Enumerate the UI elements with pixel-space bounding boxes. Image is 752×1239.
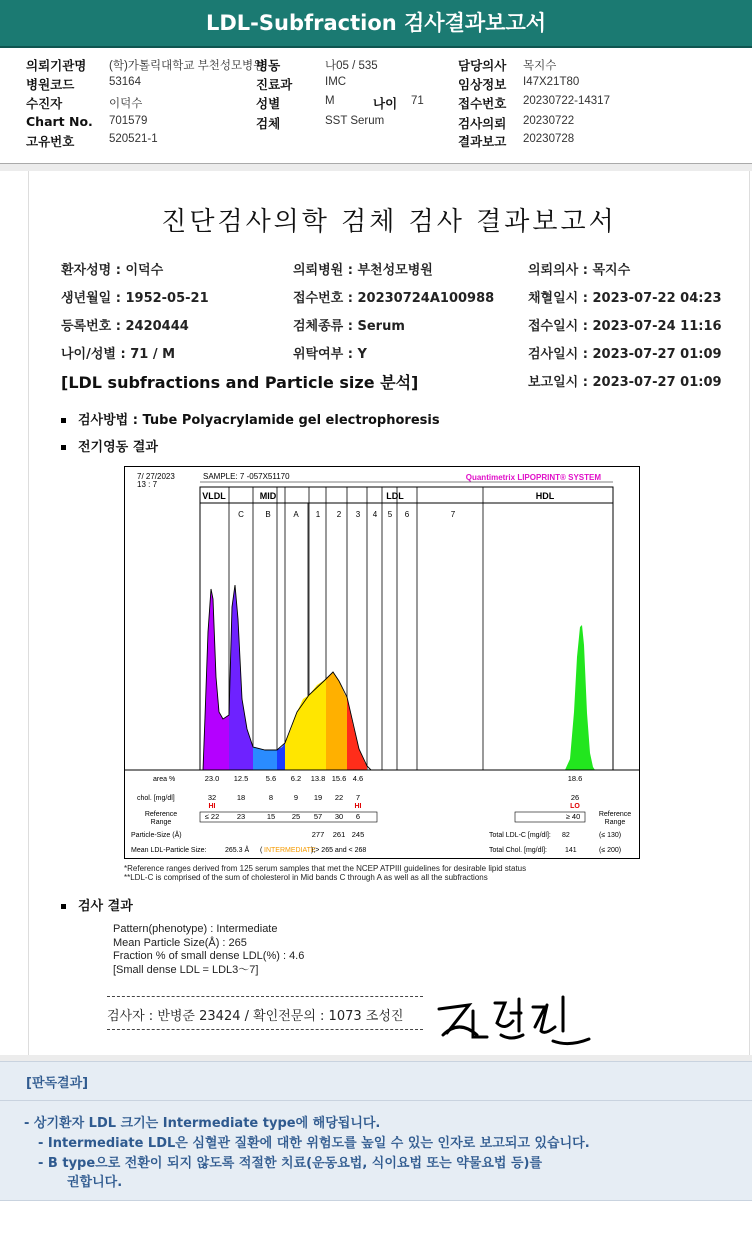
flag-label: HI — [354, 803, 362, 810]
result-fraction: Fraction % of small dense LDL(%) : 4.6 — [113, 950, 305, 962]
header-value: 20230728 — [523, 133, 575, 145]
band-label: 6 — [404, 510, 410, 519]
total-ldl-value: 82 — [562, 832, 570, 839]
header-label: 접수번호 — [458, 96, 507, 111]
interpretation-line: - 상기환자 LDL 크기는 Intermediate type에 해당됩니다. — [24, 1116, 381, 1131]
result-definition: [Small dense LDL = LDL3～7] — [113, 963, 259, 976]
patient-field: 생년월일 : 1952-05-21 — [61, 291, 209, 306]
particle-size-value: 277 — [311, 830, 325, 839]
interpretation-body — [0, 1101, 752, 1201]
chart-system: Quantimetrix LIPOPRINT® SYSTEM — [465, 473, 601, 482]
header-label: 결과보고 — [458, 134, 507, 149]
header-value: SST Serum — [325, 115, 385, 127]
group-label-mid: MID — [259, 491, 277, 501]
reference-value: ≤ 22 — [204, 812, 220, 821]
reference-value: 6 — [355, 812, 361, 821]
group-label-ldl: LDL — [386, 491, 404, 501]
report-title: 진단검사의학 검체 검사 결과보고서 — [161, 207, 617, 237]
result-summary — [113, 923, 304, 977]
total-chol-ref: (≤ 200) — [599, 847, 622, 854]
reference-value: 15 — [266, 812, 276, 821]
band-label: 7 — [450, 510, 456, 519]
area-value: 5.6 — [265, 774, 277, 783]
result-item — [61, 895, 133, 914]
header-value: 나05 / 535 — [325, 60, 378, 72]
ref-label-right: Reference — [598, 811, 632, 818]
pattern-value: INTERMEDIATE — [264, 847, 316, 854]
banner-title: LDL-Subfraction 검사결과보고서 — [205, 11, 547, 35]
patient-field: 등록번호 : 2420444 — [61, 319, 189, 334]
patient-field: 접수번호 : 20230724A100988 — [293, 291, 495, 306]
interpretation-line: - B type으로 전환이 되지 않도록 적절한 치료(운동요법, 식이요법 또는 약물요법 등)를 — [38, 1156, 543, 1171]
header-value: 71 — [411, 95, 424, 107]
area-value: 18.6 — [567, 774, 583, 783]
method-text: 검사방법 : Tube Polyacrylamide gel electrophoresis — [78, 413, 440, 428]
header-value: 701579 — [109, 115, 148, 127]
band-label: A — [293, 510, 299, 519]
band-label: 5 — [387, 510, 393, 519]
row-label-psize: Particle-Size (Å) — [131, 832, 182, 839]
result-title: 검사 결과 — [78, 899, 133, 914]
header-label: 병원코드 — [26, 77, 75, 92]
flag-label: LO — [570, 803, 580, 810]
row-label-area: area % — [153, 776, 176, 783]
divider — [107, 996, 423, 997]
particle-size-value: 261 — [332, 830, 346, 839]
divider — [107, 1029, 423, 1030]
band-2-area — [326, 672, 347, 770]
ref-box-ldl — [200, 812, 377, 822]
chart-notes — [124, 864, 526, 882]
header-label: 진료과 — [256, 77, 293, 92]
band-label: B — [265, 510, 271, 519]
patient-field: 의뢰병원 : 부천성모병원 — [293, 263, 433, 278]
row-label-chol: chol. [mg/dl] — [137, 795, 175, 802]
lipoprint-chart — [124, 466, 640, 859]
chol-value: 9 — [293, 793, 299, 802]
interpretation-line: 권합니다. — [67, 1175, 123, 1190]
area-value: 4.6 — [352, 774, 364, 783]
chol-value: 8 — [268, 793, 274, 802]
area-value: 23.0 — [204, 774, 220, 783]
ref-label-right-2: Range — [604, 819, 626, 826]
chol-value: 18 — [236, 793, 246, 802]
reference-value: 30 — [334, 812, 344, 821]
section-title: [LDL subfractions and Particle size 분석] — [61, 373, 419, 392]
band-label: C — [238, 510, 244, 519]
header-label: 검체 — [256, 116, 281, 131]
reference-value: 23 — [236, 812, 246, 821]
header-value: 520521-1 — [109, 133, 158, 145]
group-label-hdl: HDL — [535, 491, 555, 501]
header-value: 이덕수 — [109, 98, 143, 110]
interpretation-header — [0, 1061, 752, 1101]
area-value: 13.8 — [310, 774, 326, 783]
reference-value: 57 — [313, 812, 323, 821]
total-ldl-label: Total LDL-C [mg/dl]: — [489, 832, 551, 839]
total-ldl-ref: (≤ 130) — [599, 832, 622, 839]
header-label: 성별 — [256, 96, 281, 111]
electro-item — [61, 436, 158, 455]
row-label-ref: Reference — [144, 811, 178, 818]
chol-value: 32 — [207, 793, 217, 802]
header-label: Chart No. — [26, 114, 93, 129]
band-label: 2 — [336, 510, 342, 519]
header-value: 목지수 — [523, 60, 557, 72]
band-label: 3 — [355, 510, 361, 519]
patient-field: 보고일시 : 2023-07-27 01:09 — [528, 375, 722, 390]
note-1: *Reference ranges derived from 125 serum samples that met the NCEP ATPIII guidelines for desirable lipid status — [124, 864, 527, 873]
row-label-range: Range — [150, 819, 172, 826]
result-pattern: Pattern(phenotype) : Intermediate — [113, 923, 278, 935]
chol-value: 19 — [313, 793, 323, 802]
header-label: 병동 — [256, 58, 281, 73]
header-label: 의뢰기관명 — [26, 58, 87, 73]
pattern-range: );> 265 and < 268 — [311, 847, 367, 854]
interpretation-label: [판독결과] — [26, 1076, 89, 1091]
patient-field: 의뢰의사 : 목지수 — [528, 263, 631, 278]
mean-size-label: Mean LDL-Particle Size: — [131, 847, 207, 854]
reference-value: 25 — [291, 812, 301, 821]
header-label: 나이 — [373, 96, 398, 111]
header-label: 임상정보 — [458, 77, 507, 92]
band-label: 4 — [372, 510, 378, 519]
patient-field: 채혈일시 : 2023-07-22 04:23 — [528, 291, 722, 306]
total-chol-label: Total Chol. [mg/dl]: — [489, 847, 547, 854]
header-label: 검사의뢰 — [458, 116, 507, 131]
plot-frame — [200, 487, 613, 770]
electro-title: 전기영동 결과 — [78, 440, 158, 455]
chol-value: 26 — [570, 793, 580, 802]
header-value: 53164 — [109, 76, 141, 88]
order-header — [0, 48, 752, 164]
interpretation-line: - Intermediate LDL은 심혈관 질환에 대한 위험도를 높일 수 있는 인자로 보고되고 있습니다. — [38, 1136, 590, 1151]
area-value: 6.2 — [290, 774, 302, 783]
area-value: 12.5 — [233, 774, 249, 783]
band-label: 1 — [315, 510, 321, 519]
header-label: 담당의사 — [458, 58, 507, 73]
total-chol-value: 141 — [565, 847, 577, 854]
header-value: 20230722 — [523, 115, 575, 127]
chart-time: 13 : 7 — [137, 480, 158, 489]
mean-size-paren: ( — [260, 847, 263, 854]
header-label: 수진자 — [26, 96, 63, 111]
patient-field: 접수일시 : 2023-07-24 11:16 — [528, 319, 722, 334]
signer-line: 검사자 : 반병준 23424 / 확인전문의 : 1073 조성진 — [107, 1009, 404, 1024]
particle-size-value: 245 — [351, 830, 365, 839]
electrophoresis-plot — [125, 467, 639, 858]
patient-field: 검사일시 : 2023-07-27 01:09 — [528, 347, 722, 362]
header-value: I47X21T80 — [523, 76, 580, 88]
lab-report-page — [28, 171, 750, 1055]
patient-field: 나이/성별 : 71 / M — [61, 347, 176, 362]
note-2: **LDL-C is comprised of the sum of cholesterol in Mid bands C through A as well as all the subfractions — [124, 873, 488, 882]
group-label-vldl: VLDL — [202, 491, 226, 501]
chart-sample: SAMPLE: 7 -057X51170 — [203, 472, 290, 481]
patient-field: 위탁여부 : Y — [293, 347, 367, 362]
header-value: M — [325, 95, 335, 107]
report-banner — [0, 0, 752, 48]
signature — [429, 991, 599, 1051]
header-value: 20230722-14317 — [523, 95, 610, 107]
header-label: 고유번호 — [26, 134, 75, 149]
flag-label: HI — [208, 803, 216, 810]
chart-date: 7/ 27/2023 — [137, 472, 175, 481]
header-value: IMC — [325, 76, 347, 88]
method-item — [61, 409, 440, 428]
reference-value: ≥ 40 — [565, 812, 581, 821]
hdl-area — [565, 625, 595, 770]
patient-field: 검체종류 : Serum — [293, 319, 405, 334]
result-mean-size: Mean Particle Size(Å) : 265 — [113, 936, 247, 949]
chol-value: 7 — [355, 793, 361, 802]
chol-value: 22 — [334, 793, 344, 802]
area-value: 15.6 — [331, 774, 347, 783]
patient-field: 환자성명 : 이덕수 — [61, 263, 164, 278]
divider — [0, 164, 752, 171]
mean-size-value: 265.3 Å — [225, 847, 250, 854]
header-value: (학)가톨릭대학교 부천성모병원 — [109, 60, 265, 72]
